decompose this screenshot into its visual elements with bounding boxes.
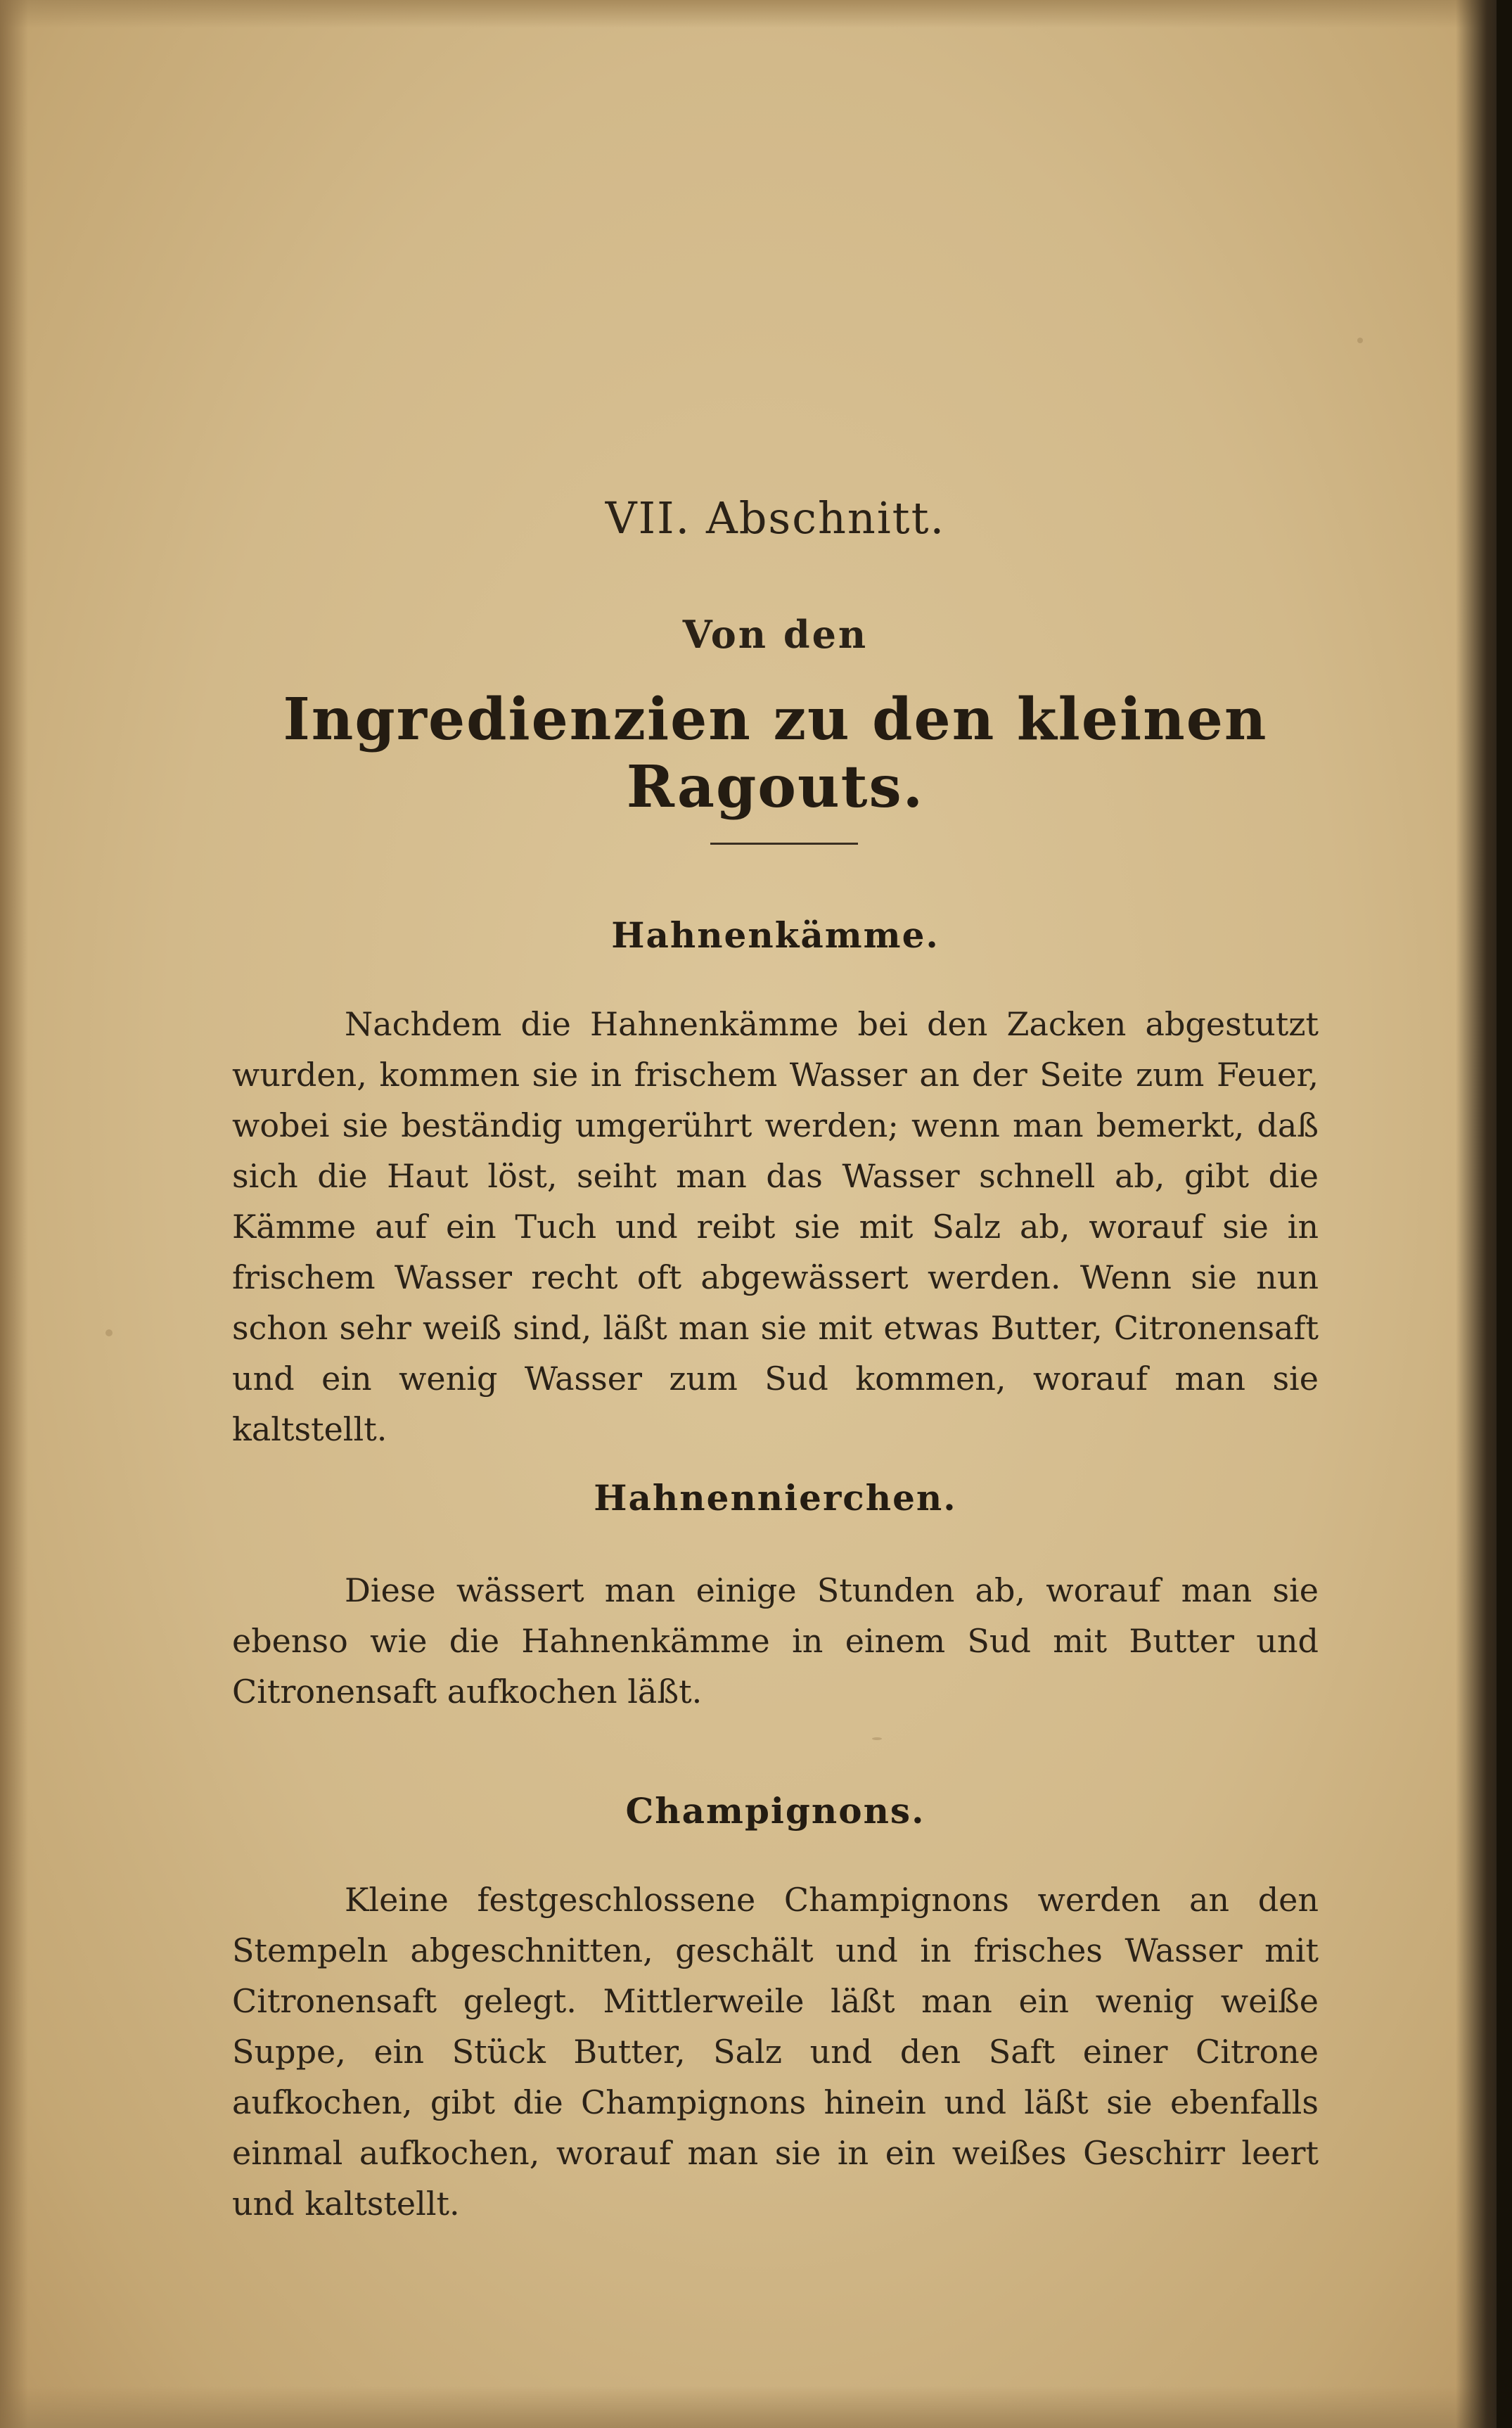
chapter-subheading: Von den — [682, 612, 869, 657]
book-spine — [1497, 0, 1512, 2428]
paper-spot — [105, 1329, 113, 1336]
section-heading-hahnennierchen: Hahnennierchen. — [594, 1477, 957, 1519]
page-bottom-edge — [0, 2386, 1512, 2428]
section-heading-hahnenkaemme: Hahnenkämme. — [611, 914, 940, 956]
section-text-hahnennierchen: Diese wässert man einige Stunden ab, worauf man sie ebenso wie die Hahnenkämme in einem Sud mit Butter und Citronensaft aufkochen läßt. — [232, 1571, 1319, 1711]
page-left-edge — [0, 0, 28, 2428]
paper-spot — [1357, 338, 1363, 343]
title-divider — [710, 843, 858, 845]
paper-spot — [872, 1737, 882, 1740]
chapter-title: Ingredienzien zu den kleinen Ragouts. — [283, 686, 1268, 821]
page-top-edge — [0, 0, 1512, 28]
section-text-champignons: Kleine festgeschlossene Champignons werden an den Stempeln abgeschnitten, geschält und in frisches Wasser mit Citronensaft gelegt. Mittlerweile läßt man ein wenig weiße Suppe, ein Stück Butter, Salz und den Saft einer Citrone aufkochen, gibt die Champignons hinein und läßt sie ebenfalls einmal aufkochen, worauf man sie in ein weißes Geschirr leert und kaltstellt. — [232, 1881, 1319, 2223]
section-text-hahnenkaemme: Nachdem die Hahnenkämme bei den Zacken abgestutzt wurden, kommen sie in frischem Wasser an der Seite zum Feuer, wobei sie beständig umgerührt werden; wenn man bemerkt, daß sich die Haut löst, seiht man das Wasser schnell ab, gibt die Kämme auf ein Tuch und reibt sie mit Salz ab, worauf sie in frischem Wasser recht oft abgewässert werden. Wenn sie nun schon sehr weiß sind, läßt man sie mit etwas Butter, Citronensaft und ein wenig Wasser zum Sud kommen, worauf man sie kaltstellt. — [232, 1005, 1319, 1448]
section-heading-champignons: Champignons. — [625, 1790, 925, 1832]
chapter-number: VII. Abschnitt. — [605, 492, 946, 544]
